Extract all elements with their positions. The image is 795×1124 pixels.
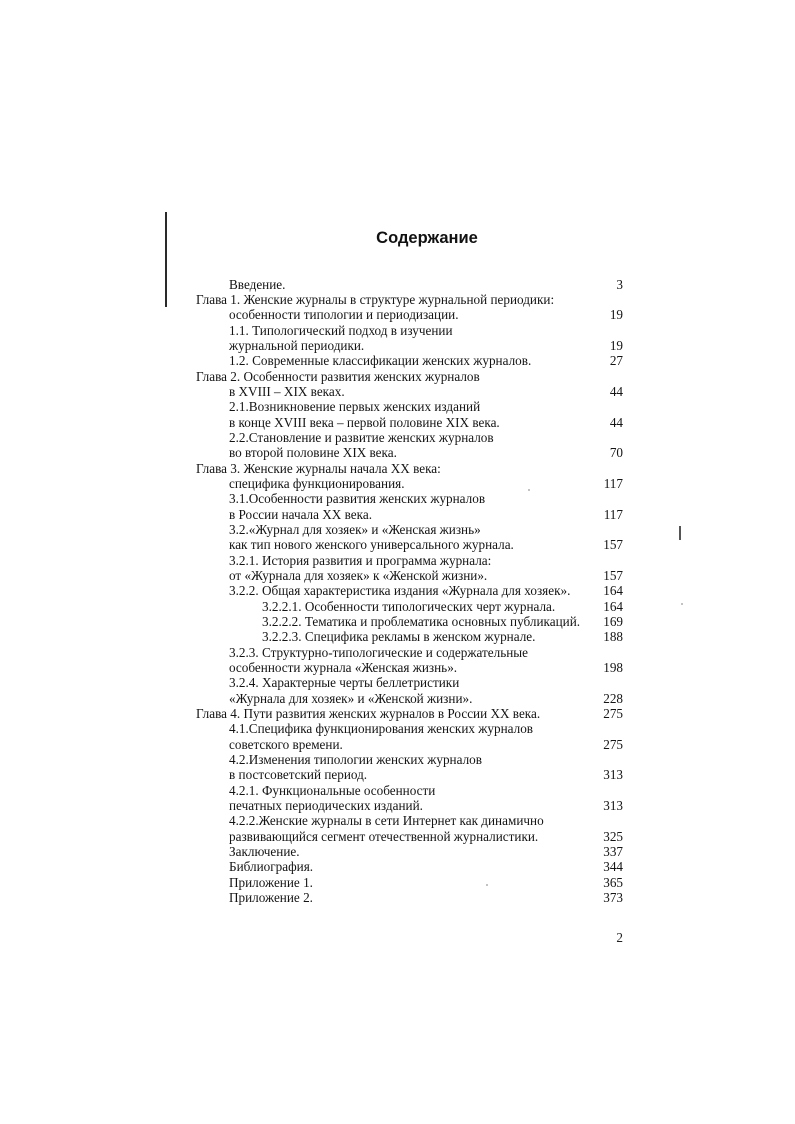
toc-entry bbox=[0, 384, 795, 400]
toc-entry bbox=[0, 461, 795, 477]
toc-entry bbox=[0, 491, 795, 507]
toc-entry-title: печатных периодических изданий. bbox=[229, 798, 423, 813]
toc-entry-title: 4.2.Изменения типологии женских журналов bbox=[229, 752, 482, 767]
toc-entry bbox=[0, 645, 795, 661]
toc-entry bbox=[0, 829, 795, 845]
toc-entry-title: особенности типологии и периодизации. bbox=[229, 307, 459, 322]
toc-entry-page: 169 bbox=[603, 614, 623, 629]
toc-entry bbox=[0, 445, 795, 461]
toc-entry bbox=[0, 721, 795, 737]
toc-entry-page: 275 bbox=[603, 737, 623, 752]
toc-entry-page: 275 bbox=[603, 706, 623, 721]
toc-entry-title: 3.2.1. История развития и программа журнала: bbox=[229, 553, 492, 568]
toc-entry-page: 228 bbox=[603, 691, 623, 706]
toc-entry bbox=[0, 323, 795, 339]
toc-entry-page: 27 bbox=[609, 353, 623, 368]
toc-entry bbox=[0, 292, 795, 308]
toc-entry-title: развивающийся сегмент отечественной журналистики. bbox=[229, 829, 539, 844]
page-number: 2 bbox=[616, 930, 623, 945]
toc-entry-title: 3.2.2.3. Специфика рекламы в женском журнале. bbox=[262, 629, 536, 644]
toc-entry-title: советского времени. bbox=[229, 737, 343, 752]
toc-entry-title: Заключение. bbox=[229, 844, 300, 859]
toc-entry bbox=[0, 415, 795, 431]
toc-entry-page: 117 bbox=[603, 476, 623, 491]
toc-entry-title: в конце XVIII века – первой половине XIX века. bbox=[229, 415, 500, 430]
toc-entry-title: Глава 4. Пути развития женских журналов в России XX века. bbox=[196, 706, 541, 721]
toc-entry bbox=[0, 706, 795, 722]
toc-entry bbox=[0, 660, 795, 676]
toc-entry-title: специфика функционирования. bbox=[229, 476, 405, 491]
toc-entry-title: 3.2.2. Общая характеристика издания «Журнала для хозяек». bbox=[229, 583, 571, 598]
toc-entry-title: 4.2.2.Женские журналы в сети Интернет как динамично bbox=[229, 813, 544, 828]
toc-entry bbox=[0, 599, 795, 615]
toc-entry-title: 3.2.2.2. Тематика и проблематика основных публикаций. bbox=[262, 614, 581, 629]
toc-entry-title: 2.2.Становление и развитие женских журналов bbox=[229, 430, 494, 445]
toc-entry bbox=[0, 675, 795, 691]
toc-entry-page: 117 bbox=[603, 507, 623, 522]
toc-entry bbox=[0, 783, 795, 799]
toc-entry-title: 3.2.2.1. Особенности типологических черт журнала. bbox=[262, 599, 556, 614]
toc-entry bbox=[0, 614, 795, 630]
toc-entry-title: во второй половине XIX века. bbox=[229, 445, 397, 460]
toc-entry bbox=[0, 568, 795, 584]
toc-entry-page: 3 bbox=[616, 277, 623, 292]
toc-entry-page: 325 bbox=[603, 829, 623, 844]
toc-entry-page: 164 bbox=[603, 583, 623, 598]
toc-entry-page: 373 bbox=[603, 890, 623, 905]
toc-entry-title: Глава 3. Женские журналы начала XX века: bbox=[196, 461, 441, 476]
toc-entry-title: особенности журнала «Женская жизнь». bbox=[229, 660, 458, 675]
toc-entry-page: 337 bbox=[603, 844, 623, 859]
toc-entry bbox=[0, 277, 795, 293]
toc-entry bbox=[0, 767, 795, 783]
toc-entry-title: 3.2.4. Характерные черты беллетристики bbox=[229, 675, 460, 690]
toc-entry-title: 3.2.«Журнал для хозяек» и «Женская жизнь» bbox=[229, 522, 481, 537]
toc-entry bbox=[0, 691, 795, 707]
toc-entry-title: как тип нового женского универсального журнала. bbox=[229, 537, 514, 552]
toc-entry-page: 19 bbox=[609, 338, 623, 353]
toc-entry-title: Глава 1. Женские журналы в структуре журнальной периодики: bbox=[196, 292, 555, 307]
toc-entry bbox=[0, 522, 795, 538]
toc-entry bbox=[0, 798, 795, 814]
toc-entry-title: 4.1.Специфика функционирования женских журналов bbox=[229, 721, 534, 736]
toc-entry-title: в постсоветский период. bbox=[229, 767, 368, 782]
toc-entry bbox=[0, 737, 795, 753]
toc-entry-page: 188 bbox=[603, 629, 623, 644]
toc-entry-title: Приложение 1. bbox=[229, 875, 313, 890]
toc-entry-page: 313 bbox=[603, 798, 623, 813]
toc-entry-title: 1.2. Современные классификации женских журналов. bbox=[229, 353, 532, 368]
toc-entry-title: 3.1.Особенности развития женских журналов bbox=[229, 491, 486, 506]
toc-entry bbox=[0, 430, 795, 446]
toc-entry bbox=[0, 476, 795, 492]
toc-entry-page: 313 bbox=[603, 767, 623, 782]
toc-entry bbox=[0, 537, 795, 553]
toc-entry bbox=[0, 553, 795, 569]
toc-entry bbox=[0, 583, 795, 599]
toc-entry-title: от «Журнала для хозяек» к «Женской жизни». bbox=[229, 568, 488, 583]
toc-entry-page: 44 bbox=[609, 384, 623, 399]
toc-entry-title: 4.2.1. Функциональные особенности bbox=[229, 783, 436, 798]
toc-entry-title: Глава 2. Особенности развития женских журналов bbox=[196, 369, 480, 384]
toc-entry-title: в России начала XX века. bbox=[229, 507, 372, 522]
toc-entry-page: 344 bbox=[603, 859, 623, 874]
toc-entry bbox=[0, 844, 795, 860]
toc-entry-page: 157 bbox=[603, 568, 623, 583]
toc-entry-title: «Журнала для хозяек» и «Женской жизни». bbox=[229, 691, 473, 706]
toc-entry-title: Библиография. bbox=[229, 859, 314, 874]
toc-entry-page: 365 bbox=[603, 875, 623, 890]
toc-entry-page: 198 bbox=[603, 660, 623, 675]
page-title: Содержание bbox=[376, 229, 478, 247]
toc-entry-page: 157 bbox=[603, 537, 623, 552]
toc-entry-page: 44 bbox=[609, 415, 623, 430]
toc-entry bbox=[0, 353, 795, 369]
toc-entry bbox=[0, 752, 795, 768]
toc-entry bbox=[0, 890, 795, 906]
toc-entry bbox=[0, 813, 795, 829]
toc-entry-title: Приложение 2. bbox=[229, 890, 313, 905]
toc-entry-page: 70 bbox=[609, 445, 623, 460]
toc-entry-title: 2.1.Возникновение первых женских изданий bbox=[229, 399, 481, 414]
toc-entry-title: 3.2.3. Структурно-типологические и содержательные bbox=[229, 645, 528, 660]
toc-entry-title: журнальной периодики. bbox=[229, 338, 365, 353]
toc-entry-page: 19 bbox=[609, 307, 623, 322]
toc-entry bbox=[0, 338, 795, 354]
toc-entry bbox=[0, 307, 795, 323]
toc-entry-title: в XVIII – XIX веках. bbox=[229, 384, 345, 399]
toc-entry bbox=[0, 369, 795, 385]
toc-entry bbox=[0, 875, 795, 891]
toc-entry bbox=[0, 859, 795, 875]
toc-entry bbox=[0, 507, 795, 523]
toc-entry-title: 1.1. Типологический подход в изучении bbox=[229, 323, 453, 338]
toc-entry bbox=[0, 399, 795, 415]
toc-entry bbox=[0, 629, 795, 645]
toc-entry-page: 164 bbox=[603, 599, 623, 614]
toc-entry-title: Введение. bbox=[229, 277, 286, 292]
